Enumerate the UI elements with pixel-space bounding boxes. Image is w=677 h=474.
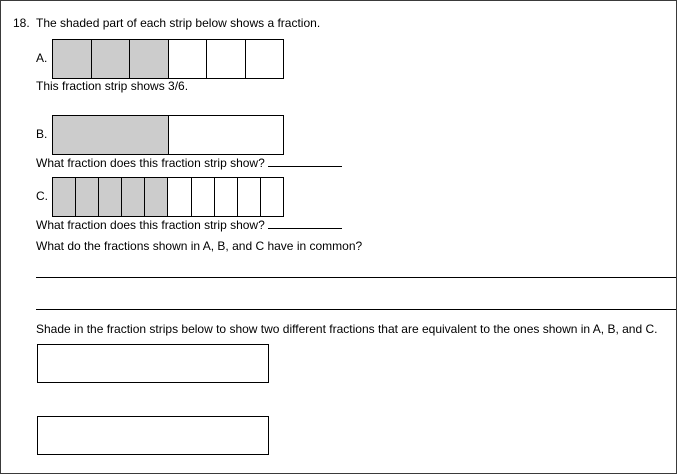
question-number: 18.	[13, 16, 30, 30]
strip-b-question	[36, 155, 342, 170]
strip-a-caption: This fraction strip shows 3/6.	[36, 79, 189, 93]
strip-c-caption: What fraction does this fraction strip show?	[36, 218, 265, 232]
strip-b-answer-blank[interactable]	[268, 155, 342, 167]
unshaded-cell	[238, 178, 261, 216]
unshaded-cell	[215, 178, 238, 216]
strip-c-question	[36, 217, 342, 232]
fraction-strip-c	[52, 177, 284, 217]
shaded-cell	[76, 178, 99, 216]
answer-line-1[interactable]	[36, 277, 676, 278]
shade-instruction: Shade in the fraction strips below to show two different fractions that are equivalent to the ones shown in A, B, and C.	[36, 322, 658, 336]
shaded-cell	[130, 40, 169, 78]
shaded-cell	[145, 178, 168, 216]
unshaded-cell	[169, 116, 284, 154]
strip-b-label: B.	[36, 127, 48, 141]
unshaded-cell	[169, 40, 208, 78]
strip-b-caption: What fraction does this fraction strip show?	[36, 156, 265, 170]
common-question: What do the fractions shown in A, B, and C have in common?	[36, 239, 363, 253]
unshaded-cell	[246, 40, 284, 78]
empty-fraction-strip-2[interactable]	[37, 416, 269, 455]
shaded-cell	[53, 116, 169, 154]
shaded-cell	[53, 178, 76, 216]
shaded-cell	[53, 40, 92, 78]
fraction-strip-a	[52, 39, 284, 79]
strip-c-answer-blank[interactable]	[268, 217, 342, 229]
unshaded-cell	[192, 178, 215, 216]
strip-a-label: A.	[36, 51, 48, 65]
shaded-cell	[99, 178, 122, 216]
fraction-strip-b	[52, 115, 284, 155]
empty-fraction-strip-1[interactable]	[37, 344, 269, 383]
unshaded-cell	[168, 178, 191, 216]
unshaded-cell	[207, 40, 246, 78]
strip-c-label: C.	[36, 189, 48, 203]
shaded-cell	[92, 40, 131, 78]
answer-line-2[interactable]	[36, 309, 676, 310]
shaded-cell	[122, 178, 145, 216]
unshaded-cell	[261, 178, 283, 216]
question-prompt: The shaded part of each strip below shows a fraction.	[36, 16, 321, 30]
